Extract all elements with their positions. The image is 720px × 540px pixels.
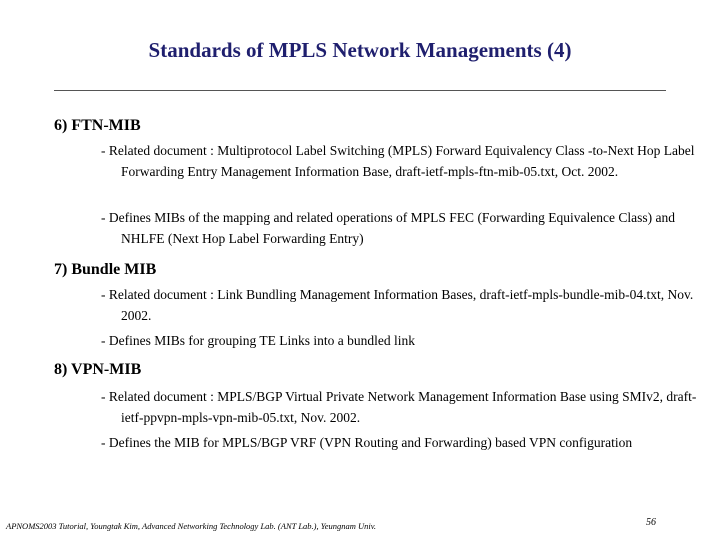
slide-title: Standards of MPLS Network Managements (4) (148, 38, 572, 62)
bundle-mib-related-document: - Related document : Link Bundling Management Information Bases, draft-ietf-mpls-bundle-mib-04.txt, Nov. 2002. (101, 287, 694, 323)
section-heading-bundle-mib: 7) Bundle MIB (54, 261, 157, 278)
section-heading-vpn-mib: 8) VPN-MIB (54, 361, 142, 378)
vpn-mib-related-document: - Related document : MPLS/BGP Virtual Private Network Management Information Base using SMIv2, draft-ietf-ppvpn-mpls-vpn-mib-05.txt, Nov. 2002. (101, 389, 697, 425)
section-heading-ftn-mib: 6) FTN-MIB (54, 117, 141, 134)
slide-footer: APNOMS2003 Tutorial, Youngtak Kim, Advanced Networking Technology Lab. (ANT Lab.), Yeungnam Univ. (6, 521, 376, 531)
ftn-mib-definition: - Defines MIBs of the mapping and related operations of MPLS FEC (Forwarding Equivalence Class) and NHLFE (Next Hop Label Forwarding Entry) (101, 210, 676, 246)
bundle-mib-definition: - Defines MIBs for grouping TE Links into a bundled link (101, 333, 415, 348)
vpn-mib-definition: - Defines the MIB for MPLS/BGP VRF (VPN Routing and Forwarding) based VPN configuration (101, 435, 633, 450)
ftn-mib-related-document: - Related document : Multiprotocol Label Switching (MPLS) Forward Equivalency Class -to-Next Hop Label Forwarding Entry Management Information Base, draft-ietf-mpls-ftn-mib-05.txt, Oct. 2002. (101, 143, 695, 179)
title-divider (54, 90, 666, 91)
page-number: 56 (646, 517, 656, 528)
